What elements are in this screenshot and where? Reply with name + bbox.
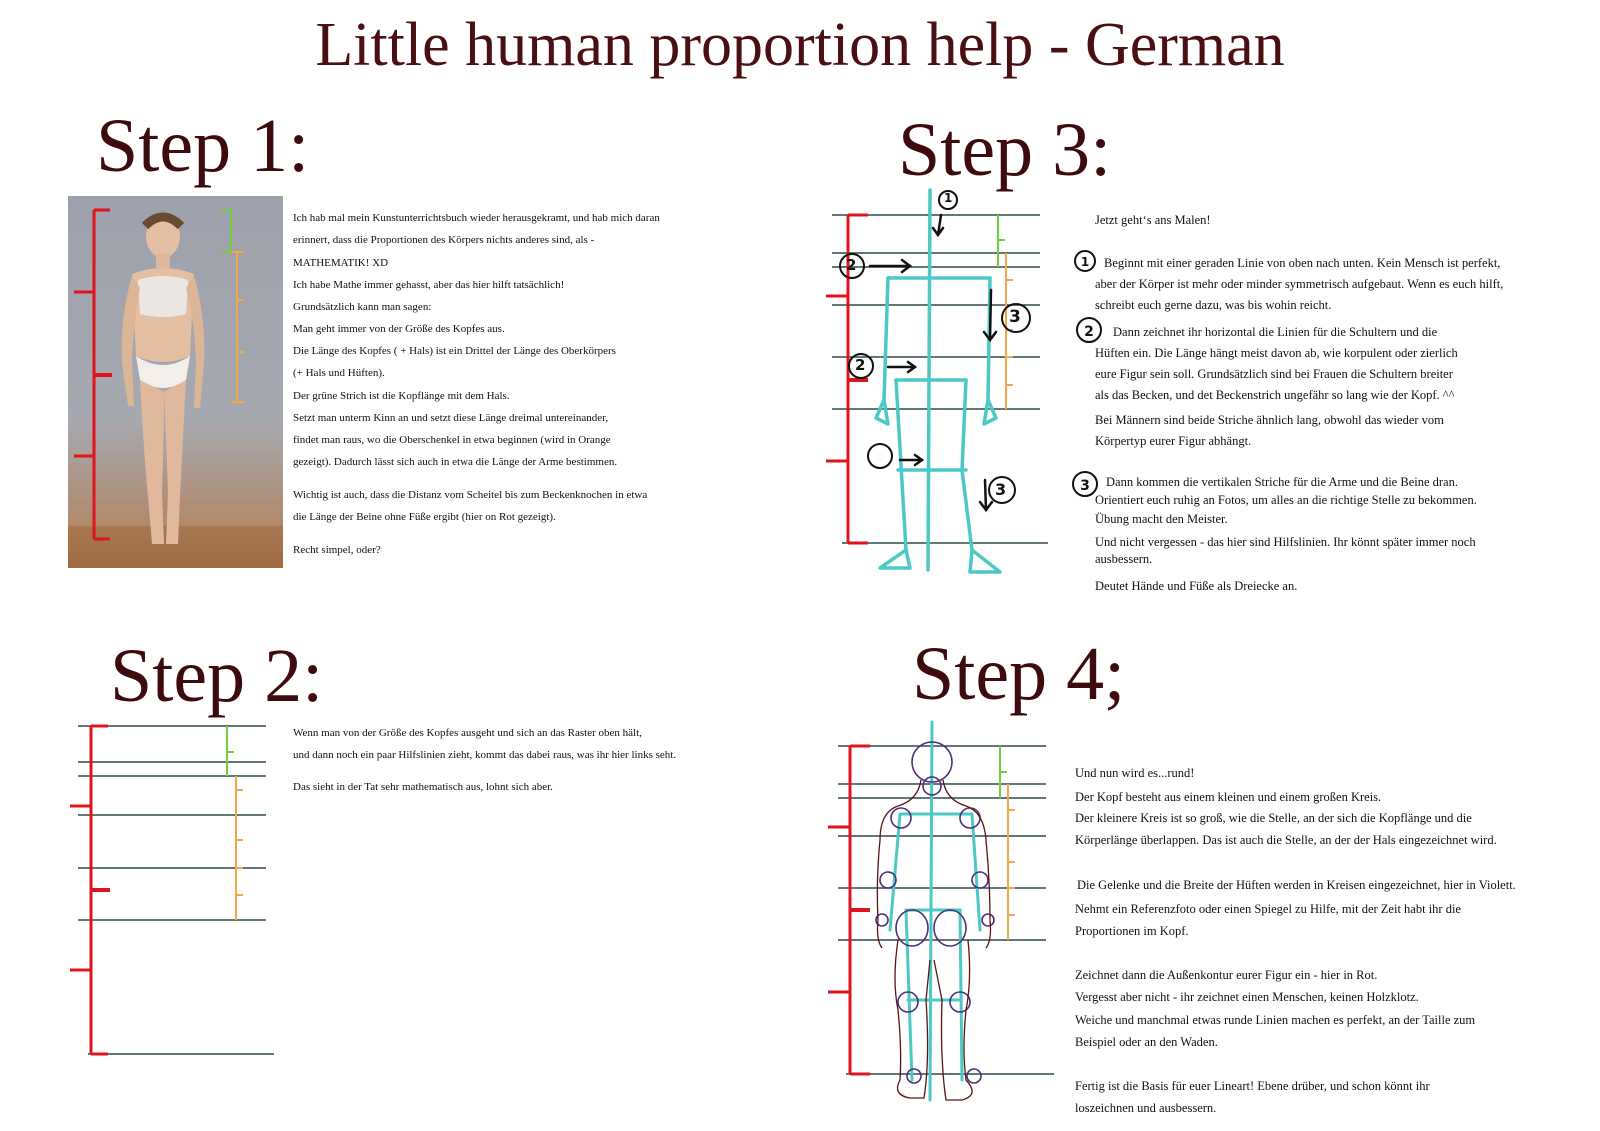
step3-line: Orientiert euch ruhig an Fotos, um alles an die richtige Stelle zu bekommen. xyxy=(1095,493,1477,507)
violet-joint-circles xyxy=(876,742,994,1083)
text-marker-3: 3 xyxy=(1080,478,1090,494)
step1-line: gezeigt). Dadurch lässt sich auch in etwa die Länge der Arme bestimmen. xyxy=(293,456,618,468)
step4-line: Die Gelenke und die Breite der Hüften werden in Kreisen eingezeichnet, hier in Violett. xyxy=(1077,878,1516,892)
step4-line: Der Kopf besteht aus einem kleinen und einem großen Kreis. xyxy=(1075,790,1382,804)
step2-line: Das sieht in der Tat sehr mathematisch aus, lohnt sich aber. xyxy=(293,781,553,793)
step3-line: Bei Männern sind beide Striche ähnlich lang, obwohl das wieder vom xyxy=(1095,413,1444,427)
step4-line: Nehmt ein Referenzfoto oder einen Spiegel zu Hilfe, mit der Zeit habt ihr die xyxy=(1075,902,1461,916)
step4-line: Zeichnet dann die Außenkontur eurer Figur ein - hier in Rot. xyxy=(1075,968,1378,982)
step3-number-markers xyxy=(840,191,1030,503)
reference-figure xyxy=(68,196,283,568)
step2-line: Wenn man von der Größe des Kopfes ausgeht und sich an das Raster oben hält, xyxy=(293,727,642,739)
text-marker-1: 1 xyxy=(1080,255,1090,269)
step3-heading: Step 3: xyxy=(898,108,1112,192)
step3-line: Dann zeichnet ihr horizontal die Linien für die Schultern und die xyxy=(1113,325,1438,339)
step1-heading: Step 1: xyxy=(96,104,310,188)
step4-line: loszeichnen und ausbessern. xyxy=(1075,1101,1217,1115)
marker-2: 2 xyxy=(846,256,857,274)
step3-arrows xyxy=(870,215,996,510)
step3-line: schreibt euch gerne dazu, was bis wohin reicht. xyxy=(1095,298,1332,312)
step4-line: Beispiel oder an den Waden. xyxy=(1075,1035,1218,1049)
step1-line: Recht simpel, oder? xyxy=(293,544,381,556)
step3-line: eure Figur sein soll. Grundsätzlich sind bei Frauen die Schultern breiter xyxy=(1095,367,1453,381)
step4-line: Fertig ist die Basis für euer Lineart! Ebene drüber, und schon könnt ihr xyxy=(1075,1079,1430,1093)
step3-line: als das Becken, und det Beckenstrich ungefähr so lang wie der Kopf. ^^ xyxy=(1095,388,1455,402)
step3-line: ausbessern. xyxy=(1095,552,1153,566)
marker-2b: 2 xyxy=(855,356,866,374)
step1-line: die Länge der Beine ohne Füße ergibt (hier on Rot gezeigt). xyxy=(293,511,556,523)
step3-line: Beginnt mit einer geraden Linie von oben nach unten. Kein Mensch ist perfekt, xyxy=(1104,256,1501,270)
marker-3b: 3 xyxy=(995,480,1007,499)
step3-line: Und nicht vergessen - das hier sind Hilfslinien. Ihr könnt später immer noch xyxy=(1095,535,1476,549)
step1-line: Man geht immer von der Größe des Kopfes aus. xyxy=(293,323,505,335)
step3-line: Übung macht den Meister. xyxy=(1095,512,1228,526)
step1-line: Die Länge des Kopfes ( + Hals) ist ein Drittel der Länge des Oberkörpers xyxy=(293,345,616,357)
step4-line: Der kleinere Kreis ist so groß, wie die Stelle, an der sich die Kopflänge und die xyxy=(1075,811,1472,825)
step4-line: Und nun wird es...rund! xyxy=(1075,766,1195,780)
step1-line: (+ Hals und Hüften). xyxy=(293,367,385,379)
step1-line: Grundsätzlich kann man sagen: xyxy=(293,301,432,313)
step4-line: Proportionen im Kopf. xyxy=(1075,924,1189,938)
step1-line: Ich hab mal mein Kunstunterrichtsbuch wieder herausgekramt, und hab mich daran xyxy=(293,212,660,224)
step3-line: Körpertyp eurer Figur abhängt. xyxy=(1095,434,1252,448)
page-title: Little human proportion help - German xyxy=(315,11,1285,79)
step4-line: Weiche und manchmal etwas runde Linien machen es perfekt, an der Taille zum xyxy=(1075,1013,1476,1027)
step3-line: aber der Körper ist mehr oder minder symmetrisch aufgebaut. Wenn es euch hilft, xyxy=(1095,277,1504,291)
step2-line: und dann noch ein paar Hilfslinien zieht, kommt das dabei raus, was ihr hier links seht. xyxy=(293,749,677,761)
teal-skeleton xyxy=(890,722,980,1100)
step1-line: Setzt man unterm Kinn an und setzt diese Länge dreimal untereinander, xyxy=(293,412,609,424)
step4-line: Vergesst aber nicht - ihr zeichnet einen Menschen, keinen Holzklotz. xyxy=(1075,990,1419,1004)
teal-guide-figure xyxy=(876,190,1000,572)
marker-3: 3 xyxy=(1009,307,1021,327)
step1-line: findet man raus, wo die Oberschenkel in etwa beginnen (wird in Orange xyxy=(293,434,611,446)
step3-line: Deutet Hände und Füße als Dreiecke an. xyxy=(1095,579,1298,593)
step3-line: Dann kommen die vertikalen Striche für die Arme und die Beine dran. xyxy=(1106,475,1458,489)
step2-heading: Step 2: xyxy=(110,634,324,718)
step3-line: Jetzt geht‘s ans Malen! xyxy=(1095,213,1211,227)
reference-photo xyxy=(68,196,283,568)
step1-line: Ich habe Mathe immer gehasst, aber das hier hilft tatsächlich! xyxy=(293,279,565,291)
step4-heading: Step 4; xyxy=(912,632,1126,716)
red-contour xyxy=(877,780,990,1100)
marker-1: 1 xyxy=(944,191,953,205)
step1-line: erinnert, dass die Proportionen des Körpers nichts anderes sind, als - xyxy=(293,234,595,246)
step1-line: Der grüne Strich ist die Kopflänge mit dem Hals. xyxy=(293,390,510,402)
step3-line: Hüften ein. Die Länge hängt meist davon ab, wie korpulent oder zierlich xyxy=(1095,346,1458,360)
step4-line: Körperlänge überlappen. Das ist auch die Stelle, an der der Hals eingezeichnet wird. xyxy=(1075,833,1497,847)
step1-line: MATHEMATIK! XD xyxy=(293,257,389,269)
step1-line: Wichtig ist auch, dass die Distanz vom Scheitel bis zum Beckenknochen in etwa xyxy=(293,489,648,501)
text-marker-2: 2 xyxy=(1084,324,1094,340)
